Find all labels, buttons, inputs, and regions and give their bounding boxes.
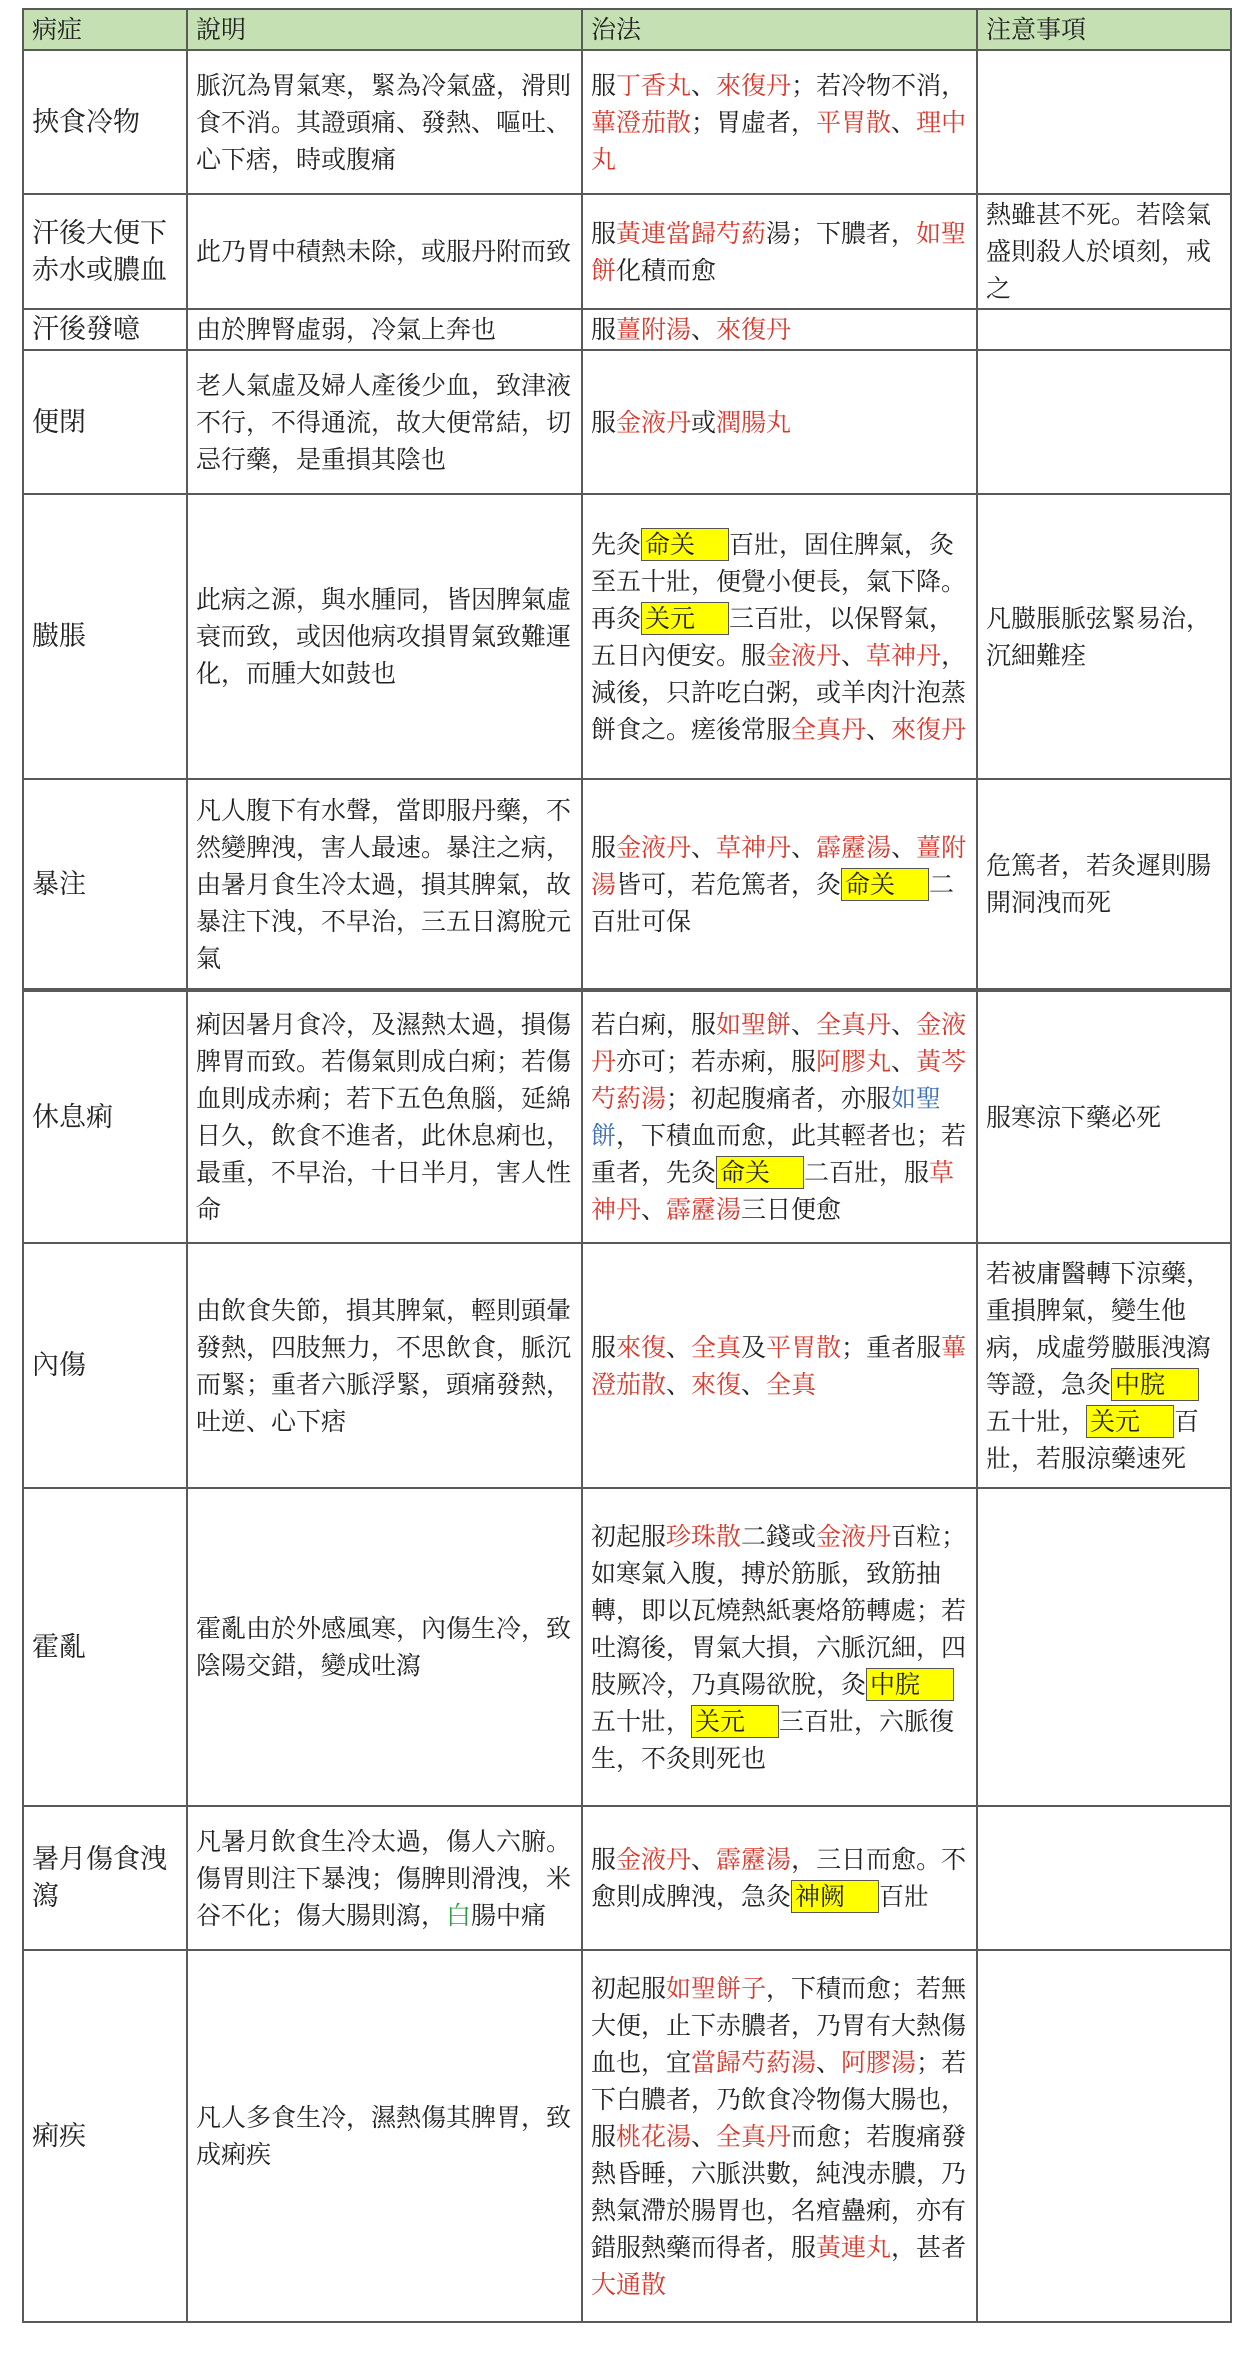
text-fragment: ；若冷物不消， [791, 70, 967, 100]
description-cell: 脈沉為胃氣寒，緊為冷氣盛，滑則食不消。其證頭痛、發熱、嘔吐、心下痞，時或腹痛 [187, 50, 582, 194]
text-fragment: 、 [691, 1845, 717, 1874]
remedy-name: 平胃散 [766, 1332, 842, 1362]
disease-cell: 暑月傷食洩瀉 [23, 1806, 187, 1950]
remedy-name: 平胃散 [816, 107, 892, 137]
remedy-name: 金液丹 [591, 1010, 967, 1076]
disease-cell: 痢疾 [23, 1950, 187, 2322]
remedy-name: 來復 [691, 1369, 742, 1399]
remedy-name: 如聖餅子 [666, 1973, 767, 2003]
text-fragment: 先灸 [591, 529, 642, 559]
text-fragment: 、 [891, 1047, 917, 1076]
notes-cell: 危篤者，若灸遲則腸開洞洩而死 [977, 779, 1231, 989]
remedy-name: 蓽澄茄散 [591, 107, 692, 137]
text-fragment: 二百壯，服 [804, 1158, 930, 1187]
header-disease: 病症 [23, 9, 187, 50]
notes-cell [977, 309, 1231, 350]
remedy-name: 草神丹 [591, 1158, 955, 1224]
acupoint-highlight: 关元 [641, 602, 729, 635]
remedy-name: 如聖餅 [591, 218, 967, 285]
text-fragment: 凡暑月飲食生冷太過，傷人六腑。傷胃則注下暴洩；傷脾則滑洩，米谷不化；傷大腸則瀉， [196, 1826, 572, 1930]
text-fragment: 亦可；若赤痢，服 [616, 1047, 817, 1076]
text-fragment: 、 [666, 1369, 692, 1399]
remedy-name: 金液丹 [616, 1845, 692, 1874]
text-fragment: 、 [691, 2121, 717, 2151]
table-row [23, 1806, 1231, 1950]
disease-cell: 霍亂 [23, 1488, 187, 1806]
text-fragment: ；胃虛者， [691, 107, 817, 137]
table-row [23, 194, 1231, 309]
remedy-name: 來復丹 [891, 714, 967, 744]
acupoint-highlight: 关元 [1086, 1405, 1174, 1438]
table-row [23, 1950, 1231, 2322]
remedy-name: 薑附湯 [591, 832, 967, 899]
text-fragment: ，甚者 [891, 2232, 967, 2262]
treatment-cell [582, 991, 977, 1243]
text-fragment: 湯；下膿者， [766, 218, 917, 248]
remedy-name: 黃連當歸芍葯 [616, 218, 767, 248]
disease-cell: 汗後發噫 [23, 309, 187, 350]
text-fragment: 服 [591, 218, 617, 248]
remedy-name: 金液丹 [616, 832, 692, 862]
text-fragment: 、 [791, 1010, 817, 1039]
remedy-name: 桃花湯 [616, 2121, 692, 2151]
treatment-cell [582, 1950, 977, 2322]
remedy-name: 全真丹 [791, 714, 867, 744]
remedy-name: 黃連丸 [816, 2232, 892, 2262]
disease-cell: 汗後大便下赤水或膿血 [23, 194, 187, 309]
treatment-cell [582, 1488, 977, 1806]
text-fragment: 服 [591, 832, 617, 862]
treatment-cell [582, 779, 977, 989]
text-fragment: ；初起腹痛者，亦服 [666, 1084, 892, 1113]
remedy-name: 霹靂湯 [716, 1845, 792, 1874]
text-fragment: 二錢或 [741, 1521, 817, 1551]
description-cell: 此病之源，與水腫同，皆因脾氣虛衰而致，或因他病攻損胃氣致難運化，而腫大如鼓也 [187, 494, 582, 779]
text-fragment: 、 [791, 832, 817, 862]
description-cell: 凡人多食生冷，濕熱傷其脾胃，致成痢疾 [187, 1950, 582, 2322]
notes-cell: 凡臌脹脈弦緊易治，沉細難痊 [977, 494, 1231, 779]
text-fragment: 初起服 [591, 1973, 667, 2003]
remedy-name: 黃芩芍葯湯 [591, 1047, 967, 1113]
text-fragment: ，減後，只許吃白粥，或羊肉汁泡蒸餅食之。瘥後常服 [591, 640, 967, 744]
text-fragment: 五十壯， [591, 1706, 692, 1736]
description-cell: 凡人腹下有水聲，當即服丹藥，不然變脾洩，害人最速。暴注之病，由暑月食生冷太過，損其脾氣，故暴注下洩，不早治，三五日瀉脫元氣 [187, 779, 582, 989]
description-cell [187, 1806, 582, 1950]
remedy-name: 全真丹 [816, 1010, 892, 1039]
treatment-cell [582, 50, 977, 194]
text-fragment: ，下積血而愈，此其輕者也；若重者，先灸 [591, 1121, 967, 1187]
remedy-name: 霹靂湯 [666, 1195, 742, 1224]
description-cell: 霍亂由於外感風寒，內傷生冷，致陰陽交錯，變成吐瀉 [187, 1488, 582, 1806]
text-fragment: 、 [891, 832, 917, 862]
description-cell: 由於脾腎虛弱，冷氣上奔也 [187, 309, 582, 350]
table-row [23, 779, 1231, 989]
remedy-name: 潤腸丸 [716, 407, 792, 437]
text-fragment: 、 [691, 315, 717, 344]
text-fragment: ，三日而愈。不愈則成脾洩，急灸 [591, 1845, 967, 1911]
treatment-cell [582, 1806, 977, 1950]
notes-cell [977, 50, 1231, 194]
text-fragment: 三百壯，六脈復生，不灸則死也 [591, 1706, 955, 1773]
disease-cell: 休息痢 [23, 991, 187, 1243]
text-fragment: 、 [866, 714, 892, 744]
remedy-name: 來復丹 [716, 315, 792, 344]
notes-cell: 熱雖甚不死。若陰氣盛則殺人於頃刻，戒之 [977, 194, 1231, 309]
acupoint-highlight: 神阙 [791, 1880, 879, 1913]
remedy-name: 阿膠丸 [816, 1047, 892, 1076]
notes-cell [977, 1488, 1231, 1806]
notes-cell [977, 1806, 1231, 1950]
table-row [23, 1488, 1231, 1806]
text-fragment: 、 [891, 107, 917, 137]
remedy-name: 金液丹 [766, 640, 842, 670]
text-fragment: 、 [691, 832, 717, 862]
text-fragment: ；重者服 [841, 1332, 942, 1362]
remedy-name: 蓽澄茄散 [591, 1332, 967, 1399]
text-fragment: 服 [591, 1332, 617, 1362]
text-fragment: 服 [591, 1845, 617, 1874]
disease-cell: 臌脹 [23, 494, 187, 779]
disease-cell: 便閉 [23, 350, 187, 494]
table-row [23, 309, 1231, 350]
text-fragment: 百壯 [879, 1882, 930, 1911]
text-fragment: 五十壯， [986, 1406, 1087, 1436]
remedy-name: 丁香丸 [616, 70, 692, 100]
treatment-cell [582, 309, 977, 350]
header-notes: 注意事項 [977, 9, 1231, 50]
acupoint-highlight: 关元 [691, 1705, 779, 1738]
remedy-name: 如聖餅 [716, 1010, 792, 1039]
remedy-name: 全真 [691, 1332, 742, 1362]
text-fragment: 、 [641, 1195, 667, 1224]
text-fragment: 、 [666, 1332, 692, 1362]
notes-cell [977, 350, 1231, 494]
remedy-name: 大通散 [591, 2269, 667, 2299]
remedy-name: 來復 [616, 1332, 667, 1362]
remedy-table-part-1 [22, 8, 1232, 990]
text-fragment: ，下積而愈；若無大便，止下赤膿者，乃胃有大熱傷血也，宜 [591, 1973, 967, 2077]
table-row [23, 991, 1231, 1243]
disease-cell: 暴注 [23, 779, 187, 989]
table-row [23, 50, 1231, 194]
acupoint-highlight: 中脘 [866, 1668, 954, 1701]
remedy-table-part-2 [22, 990, 1232, 2323]
text-fragment: 、 [816, 2047, 842, 2077]
text-fragment: 百粒；如寒氣入腹，搏於筋脈，致筋抽轉，即以瓦燒熱紙裹烙筋轉處；若吐瀉後，胃氣大損，六脈沉細，四肢厥冷，乃真陽欲脫，灸 [591, 1521, 967, 1699]
notes-cell [977, 1950, 1231, 2322]
text-fragment: 服 [591, 407, 617, 437]
text-fragment: 服 [591, 70, 617, 100]
text-fragment: 二百壯可保 [591, 869, 955, 936]
text-fragment: 而愈；若腹痛發熱昏睡，六脈洪數，純洩赤膿，乃熱氣滯於腸胃也，名痯蠱痢，亦有錯服熱藥而得者，服 [591, 2121, 967, 2262]
acupoint-highlight: 命关 [716, 1156, 804, 1189]
notes-cell [977, 1243, 1231, 1488]
remedy-name: 全真 [766, 1369, 817, 1399]
text-fragment: 服 [591, 315, 617, 344]
acupoint-highlight: 中脘 [1111, 1368, 1199, 1401]
remedy-name: 霹靂湯 [816, 832, 892, 862]
text-fragment: 、 [841, 640, 867, 670]
text-fragment: 百壯，固住脾氣，灸至五十壯，便覺小便長，氣下降。再灸 [591, 529, 967, 633]
remedy-name: 阿膠湯 [841, 2047, 917, 2077]
disease-cell: 挾食冷物 [23, 50, 187, 194]
remedy-name: 珍珠散 [666, 1521, 742, 1551]
treatment-cell [582, 350, 977, 494]
text-fragment: 三百壯，以保腎氣，五日內便安。服 [591, 603, 955, 670]
remedy-name: 白 [446, 1900, 472, 1930]
text-fragment: 或 [691, 407, 717, 437]
treatment-cell [582, 494, 977, 779]
text-fragment: 、 [741, 1369, 767, 1399]
treatment-cell [582, 194, 977, 309]
text-fragment: 皆可，若危篤者，灸 [616, 869, 842, 899]
description-cell: 此乃胃中積熱未除，或服丹附而致 [187, 194, 582, 309]
text-fragment: 初起服 [591, 1521, 667, 1551]
remedy-name: 來復丹 [716, 70, 792, 100]
text-fragment: ；若下白膿者，乃飲食冷物傷大腸也，服 [591, 2047, 967, 2151]
text-fragment: 若被庸醫轉下涼藥，重損脾氣，變生他病，成虛勞臌脹洩瀉等證，急灸 [986, 1258, 1212, 1399]
text-fragment: 若白痢，服 [591, 1010, 717, 1039]
table-row [23, 1243, 1231, 1488]
text-fragment: 腸中痛 [471, 1900, 547, 1930]
text-fragment: 化積而愈 [616, 255, 717, 285]
acupoint-highlight: 命关 [841, 868, 929, 901]
header-treatment: 治法 [582, 9, 977, 50]
disease-cell: 內傷 [23, 1243, 187, 1488]
remedy-name: 全真丹 [716, 2121, 792, 2151]
header-row [23, 9, 1231, 50]
text-fragment: 、 [691, 70, 717, 100]
remedy-name: 理中丸 [591, 107, 967, 174]
text-fragment: 及 [741, 1332, 767, 1362]
table-row [23, 350, 1231, 494]
remedy-name: 金液丹 [616, 407, 692, 437]
remedy-name: 草神丹 [866, 640, 942, 670]
table-row [23, 494, 1231, 779]
text-fragment: 三日便愈 [741, 1195, 842, 1224]
header-description: 說明 [187, 9, 582, 50]
remedy-name: 當歸芍葯湯 [691, 2047, 817, 2077]
description-cell: 老人氣虛及婦人產後少血，致津液不行，不得通流，故大便常結，切忌行藥，是重損其陰也 [187, 350, 582, 494]
description-cell: 痢因暑月食冷，及濕熱太過，損傷脾胃而致。若傷氣則成白痢；若傷血則成赤痢；若下五色魚腦，延綿日久，飲食不進者，此休息痢也，最重，不早治，十日半月，害人性命 [187, 991, 582, 1243]
acupoint-highlight: 命关 [641, 528, 729, 561]
remedy-name: 草神丹 [716, 832, 792, 862]
remedy-name: 薑附湯 [616, 315, 692, 344]
remedy-name: 如聖餅 [591, 1084, 942, 1150]
description-cell: 由飲食失節，損其脾氣，輕則頭暈發熱，四肢無力，不思飲食，脈沉而緊；重者六脈浮緊，頭痛發熱，吐逆、心下痞 [187, 1243, 582, 1488]
treatment-cell [582, 1243, 977, 1488]
notes-cell: 服寒涼下藥必死 [977, 991, 1231, 1243]
text-fragment: 、 [891, 1010, 917, 1039]
text-fragment: 百壯，若服涼藥速死 [986, 1406, 1200, 1473]
remedy-name: 金液丹 [816, 1521, 892, 1551]
